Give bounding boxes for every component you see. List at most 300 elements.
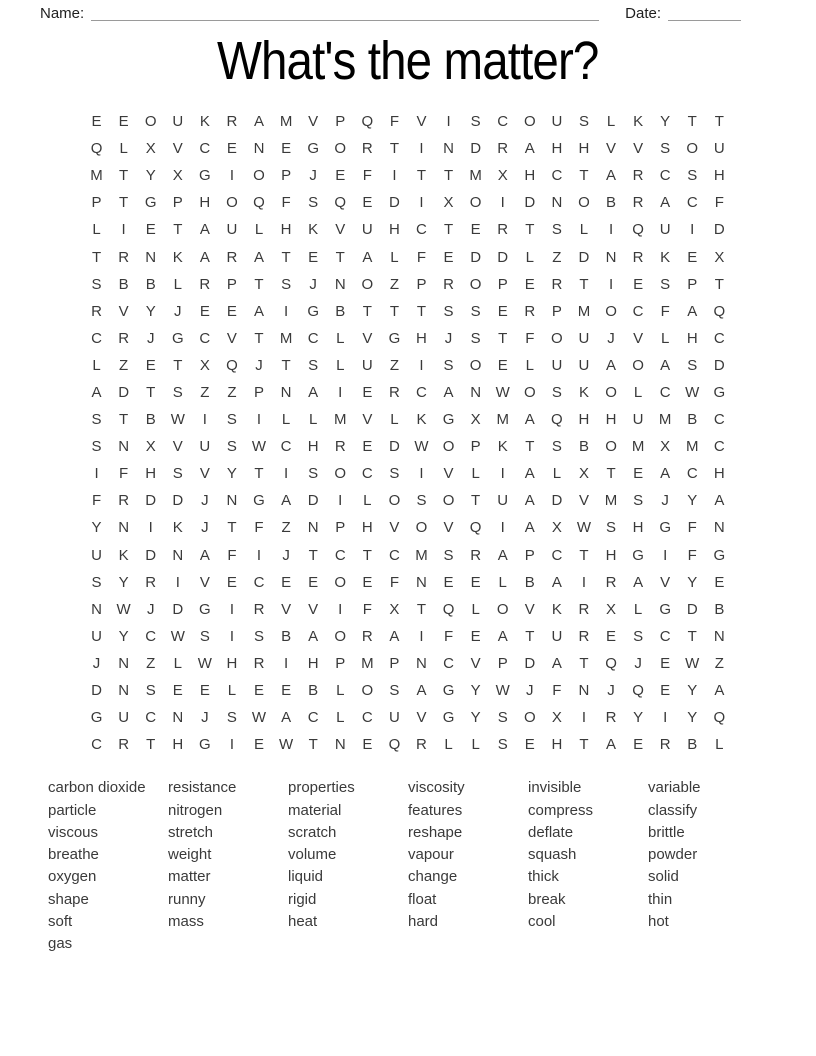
grid-letter: T: [173, 356, 183, 374]
grid-letter: G: [442, 709, 455, 727]
grid-letter: P: [335, 519, 346, 537]
grid-letter: Y: [687, 682, 698, 700]
grid-letter: V: [606, 140, 617, 158]
grid-letter: T: [254, 465, 264, 483]
word-item: nitrogen: [168, 801, 223, 819]
grid-letter: R: [497, 140, 509, 158]
grid-letter: F: [660, 302, 670, 320]
grid-letter: G: [713, 383, 726, 401]
word-item: carbon dioxide: [48, 779, 146, 797]
grid-letter: J: [661, 492, 669, 510]
grid-letter: L: [92, 356, 101, 374]
grid-letter: Y: [660, 113, 671, 131]
grid-letter: K: [199, 113, 210, 131]
grid-letter: S: [389, 465, 400, 483]
grid-letter: O: [605, 302, 617, 320]
grid-letter: B: [145, 411, 156, 429]
grid-letter: I: [256, 411, 262, 429]
grid-letter: O: [523, 709, 536, 727]
grid-letter: U: [388, 709, 400, 727]
grid-letter: T: [579, 736, 589, 754]
grid-letter: D: [388, 438, 400, 456]
grid-letter: Y: [118, 573, 129, 591]
grid-letter: E: [660, 682, 671, 700]
grid-letter: G: [388, 329, 401, 347]
grid-letter: P: [254, 383, 265, 401]
word-item: solid: [648, 868, 679, 886]
word-item: viscosity: [408, 779, 465, 797]
grid-letter: S: [551, 221, 562, 239]
grid-letter: I: [663, 546, 668, 564]
date-label: Date:: [625, 5, 661, 22]
grid-row: [83, 650, 733, 677]
grid-letter: A: [254, 248, 265, 266]
grid-letter: A: [199, 248, 210, 266]
grid-letter: N: [172, 709, 184, 727]
word-column: [648, 777, 768, 933]
grid-letter: A: [91, 383, 102, 401]
grid-letter: R: [253, 654, 265, 672]
grid-letter: H: [388, 221, 400, 239]
grid-letter: O: [144, 113, 157, 131]
grid-letter: I: [284, 465, 289, 483]
grid-letter: C: [307, 329, 319, 347]
grid-letter: K: [497, 438, 508, 456]
grid-letter: I: [581, 573, 587, 591]
grid-letter: U: [118, 709, 130, 727]
grid-letter: T: [91, 248, 102, 266]
grid-letter: Y: [145, 302, 156, 320]
grid-letter: Q: [361, 113, 374, 131]
grid-letter: Y: [633, 709, 644, 727]
grid-letter: M: [496, 411, 509, 429]
grid-letter: T: [362, 302, 372, 320]
grid-letter: M: [279, 329, 293, 347]
grid-letter: M: [577, 302, 591, 320]
word-item: liquid: [288, 868, 324, 886]
grid-letter: E: [308, 248, 319, 266]
grid-letter: N: [713, 627, 725, 645]
grid-letter: Z: [200, 383, 210, 401]
grid-letter: H: [416, 329, 427, 347]
grid-letter: A: [308, 627, 319, 645]
grid-letter: C: [443, 654, 454, 672]
grid-letter: I: [419, 194, 424, 212]
grid-letter: N: [253, 140, 265, 158]
grid-letter: L: [498, 573, 507, 591]
grid-letter: W: [279, 736, 294, 754]
grid-letter: R: [605, 709, 617, 727]
word-item: compress: [528, 801, 594, 819]
word-item: hard: [408, 913, 439, 931]
grid-letter: E: [633, 275, 644, 293]
grid-letter: A: [687, 302, 698, 320]
grid-letter: T: [119, 411, 129, 429]
grid-letter: A: [497, 627, 508, 645]
grid-letter: S: [470, 302, 481, 320]
grid-letter: R: [91, 302, 102, 320]
grid-letter: E: [362, 573, 373, 591]
grid-letter: T: [687, 627, 697, 645]
grid-letter: T: [281, 248, 291, 266]
grid-letter: T: [389, 302, 399, 320]
grid-letter: R: [145, 573, 157, 591]
grid-letter: S: [633, 627, 644, 645]
grid-letter: Z: [389, 356, 399, 374]
grid-letter: C: [307, 709, 319, 727]
grid-letter: J: [526, 682, 534, 700]
grid-letter: B: [281, 627, 292, 645]
grid-letter: O: [578, 194, 590, 212]
word-item: runny: [168, 890, 206, 908]
grid-letter: Q: [632, 682, 644, 700]
grid-letter: W: [116, 600, 131, 618]
grid-letter: O: [334, 465, 347, 483]
grid-letter: L: [471, 736, 480, 754]
grid-letter: C: [659, 383, 671, 401]
grid-letter: D: [497, 248, 509, 266]
grid-letter: V: [416, 709, 427, 727]
grid-letter: T: [308, 736, 318, 754]
grid-letter: C: [361, 465, 373, 483]
grid-letter: P: [524, 546, 535, 564]
grid-letter: V: [199, 573, 210, 591]
word-item: particle: [48, 801, 97, 819]
grid-letter: G: [307, 302, 319, 320]
grid-letter: C: [416, 221, 427, 239]
word-item: float: [408, 890, 437, 908]
grid-letter: S: [606, 519, 617, 537]
grid-letter: O: [469, 356, 482, 374]
grid-letter: H: [307, 438, 319, 456]
grid-letter: M: [658, 411, 672, 429]
grid-letter: I: [663, 709, 668, 727]
grid-letter: S: [226, 411, 237, 429]
grid-letter: R: [605, 573, 617, 591]
grid-letter: X: [443, 194, 454, 212]
grid-row: [83, 298, 733, 325]
grid-letter: A: [524, 492, 535, 510]
grid-letter: A: [551, 654, 562, 672]
grid-letter: G: [659, 600, 672, 618]
grid-letter: W: [170, 627, 185, 645]
grid-letter: D: [172, 600, 184, 618]
grid-row: [83, 514, 733, 541]
grid-letter: I: [94, 465, 99, 483]
grid-letter: A: [633, 573, 644, 591]
grid-letter: U: [713, 140, 725, 158]
grid-letter: B: [714, 600, 725, 618]
grid-letter: P: [497, 654, 508, 672]
grid-letter: S: [443, 546, 454, 564]
grid-letter: N: [172, 546, 184, 564]
word-column: [168, 777, 288, 933]
grid-letter: M: [469, 167, 482, 185]
grid-letter: R: [551, 275, 563, 293]
grid-row: [83, 189, 733, 216]
grid-letter: F: [91, 492, 102, 510]
grid-letter: I: [229, 600, 235, 618]
grid-letter: F: [389, 113, 399, 131]
grid-letter: O: [253, 167, 265, 185]
grid-letter: R: [497, 221, 509, 239]
grid-letter: J: [309, 167, 317, 185]
grid-letter: H: [686, 329, 698, 347]
word-item: features: [408, 801, 463, 819]
grid-letter: E: [362, 383, 373, 401]
grid-letter: O: [496, 600, 509, 618]
grid-letter: L: [281, 411, 291, 429]
grid-letter: O: [686, 140, 699, 158]
grid-row: [83, 325, 733, 352]
grid-letter: D: [145, 546, 157, 564]
grid-letter: T: [146, 383, 156, 401]
grid-letter: X: [172, 167, 183, 185]
grid-letter: A: [308, 383, 319, 401]
grid-letter: R: [226, 113, 238, 131]
grid-row: [83, 162, 733, 189]
grid-letter: A: [660, 465, 671, 483]
grid-letter: Z: [281, 519, 291, 537]
grid-letter: I: [175, 573, 180, 591]
grid-letter: G: [90, 709, 103, 727]
grid-letter: H: [578, 140, 590, 158]
grid-letter: L: [173, 275, 182, 293]
grid-letter: C: [686, 465, 698, 483]
grid-letter: C: [713, 411, 725, 429]
grid-letter: R: [443, 275, 454, 293]
grid-letter: T: [525, 627, 535, 645]
grid-letter: C: [659, 167, 671, 185]
grid-letter: S: [308, 356, 319, 374]
grid-letter: S: [551, 383, 562, 401]
word-item: powder: [648, 846, 698, 864]
grid-letter: R: [226, 248, 238, 266]
grid-letter: Y: [687, 492, 698, 510]
grid-letter: T: [687, 113, 697, 131]
grid-letter: Z: [146, 654, 156, 672]
grid-letter: A: [524, 465, 535, 483]
grid-letter: R: [470, 546, 482, 564]
grid-letter: S: [497, 736, 508, 754]
grid-letter: F: [119, 465, 129, 483]
word-item: soft: [48, 913, 73, 931]
grid-letter: P: [335, 654, 346, 672]
grid-letter: S: [551, 438, 562, 456]
grid-letter: R: [118, 248, 130, 266]
grid-letter: T: [335, 248, 345, 266]
grid-letter: S: [470, 113, 481, 131]
grid-letter: U: [226, 221, 238, 239]
grid-letter: Q: [632, 221, 644, 239]
grid-letter: R: [524, 302, 536, 320]
grid-row: [83, 108, 733, 135]
grid-letter: O: [523, 383, 536, 401]
grid-letter: E: [226, 140, 237, 158]
grid-letter: U: [551, 627, 563, 645]
grid-letter: N: [470, 383, 482, 401]
grid-letter: I: [500, 465, 505, 483]
grid-letter: J: [444, 329, 453, 347]
grid-letter: L: [227, 682, 237, 700]
grid-letter: I: [608, 221, 614, 239]
grid-letter: L: [661, 329, 670, 347]
grid-letter: L: [254, 221, 264, 239]
grid-row: [83, 243, 733, 270]
grid-letter: W: [495, 682, 510, 700]
grid-letter: L: [336, 682, 345, 700]
grid-letter: F: [362, 167, 372, 185]
grid-letter: L: [444, 736, 453, 754]
grid-letter: U: [551, 356, 563, 374]
grid-letter: Q: [469, 519, 482, 537]
grid-letter: R: [334, 438, 346, 456]
grid-letter: T: [579, 654, 589, 672]
grid-letter: P: [281, 167, 292, 185]
grid-letter: E: [524, 275, 535, 293]
grid-letter: T: [389, 140, 399, 158]
grid-letter: E: [254, 736, 265, 754]
grid-letter: J: [174, 302, 182, 320]
grid-letter: B: [524, 573, 535, 591]
word-item: change: [408, 868, 458, 886]
grid-letter: R: [632, 248, 644, 266]
grid-letter: Y: [226, 465, 237, 483]
grid-letter: T: [254, 329, 264, 347]
word-item: shape: [48, 890, 89, 908]
grid-letter: T: [579, 275, 589, 293]
grid-letter: T: [498, 329, 508, 347]
grid-letter: P: [551, 302, 562, 320]
grid-letter: W: [251, 709, 267, 727]
grid-row: [83, 487, 733, 514]
grid-letter: S: [308, 194, 319, 212]
grid-row: [83, 352, 733, 379]
grid-letter: U: [361, 221, 373, 239]
grid-letter: T: [362, 546, 372, 564]
grid-letter: L: [552, 465, 562, 483]
grid-letter: I: [690, 221, 695, 239]
grid-letter: H: [578, 411, 590, 429]
word-item: break: [528, 890, 566, 908]
grid-letter: K: [308, 221, 319, 239]
grid-letter: X: [551, 709, 562, 727]
grid-letter: T: [471, 492, 481, 510]
grid-letter: S: [470, 329, 481, 347]
grid-letter: E: [172, 682, 183, 700]
grid-letter: D: [172, 492, 184, 510]
grid-letter: L: [119, 140, 128, 158]
grid-letter: D: [524, 654, 536, 672]
header-row: [0, 0, 816, 22]
grid-letter: R: [416, 736, 427, 754]
grid-letter: V: [362, 411, 373, 429]
grid-letter: M: [279, 113, 293, 131]
grid-letter: I: [338, 492, 343, 510]
grid-letter: R: [659, 736, 671, 754]
grid-letter: E: [281, 140, 292, 158]
grid-letter: H: [226, 654, 238, 672]
grid-letter: O: [469, 194, 482, 212]
grid-letter: A: [497, 546, 508, 564]
word-item: properties: [288, 779, 355, 797]
word-item: rigid: [288, 890, 317, 908]
grid-letter: N: [416, 654, 427, 672]
grid-letter: O: [632, 356, 644, 374]
grid-letter: E: [470, 573, 481, 591]
grid-letter: N: [91, 600, 102, 618]
grid-letter: K: [172, 248, 183, 266]
grid-letter: V: [118, 302, 129, 320]
grid-letter: M: [631, 438, 645, 456]
word-item: classify: [648, 801, 698, 819]
grid-letter: P: [172, 194, 183, 212]
grid-letter: W: [251, 438, 267, 456]
word-item: squash: [528, 846, 577, 864]
grid-letter: O: [226, 194, 238, 212]
grid-letter: O: [442, 438, 455, 456]
grid-letter: N: [551, 194, 563, 212]
grid-letter: D: [145, 492, 157, 510]
grid-letter: I: [581, 709, 587, 727]
grid-letter: X: [606, 600, 617, 618]
grid-letter: O: [334, 573, 347, 591]
grid-letter: W: [170, 411, 185, 429]
grid-letter: I: [229, 167, 235, 185]
grid-letter: M: [604, 492, 618, 510]
grid-letter: J: [634, 654, 642, 672]
grid-letter: E: [335, 167, 346, 185]
grid-letter: P: [389, 654, 400, 672]
grid-letter: U: [632, 411, 644, 429]
grid-letter: B: [308, 682, 319, 700]
grid-letter: A: [714, 492, 725, 510]
grid-letter: J: [92, 654, 101, 672]
grid-letter: S: [226, 709, 237, 727]
grid-row: [83, 406, 733, 433]
grid-letter: M: [361, 654, 374, 672]
grid-letter: V: [199, 465, 210, 483]
grid-letter: V: [281, 600, 292, 618]
grid-row: [83, 379, 733, 406]
grid-letter: A: [254, 113, 265, 131]
grid-letter: U: [497, 492, 509, 510]
grid-letter: C: [686, 194, 698, 212]
grid-letter: F: [416, 248, 427, 266]
grid-letter: N: [118, 519, 130, 537]
grid-letter: S: [308, 465, 319, 483]
word-item: variable: [648, 779, 701, 797]
grid-letter: T: [606, 465, 616, 483]
grid-letter: W: [576, 519, 592, 537]
grid-letter: B: [145, 275, 156, 293]
grid-letter: V: [633, 329, 644, 347]
grid-letter: E: [362, 438, 373, 456]
grid-letter: J: [146, 600, 155, 618]
grid-letter: E: [91, 113, 102, 131]
word-item: thick: [528, 868, 559, 886]
grid-letter: L: [606, 113, 616, 131]
grid-letter: I: [608, 275, 614, 293]
grid-letter: I: [148, 519, 153, 537]
word-search-grid: [83, 108, 733, 758]
word-item: invisible: [528, 779, 582, 797]
grid-letter: E: [226, 302, 237, 320]
grid-letter: N: [118, 682, 130, 700]
grid-letter: U: [578, 356, 590, 374]
grid-letter: L: [336, 356, 345, 374]
grid-letter: L: [471, 465, 480, 483]
